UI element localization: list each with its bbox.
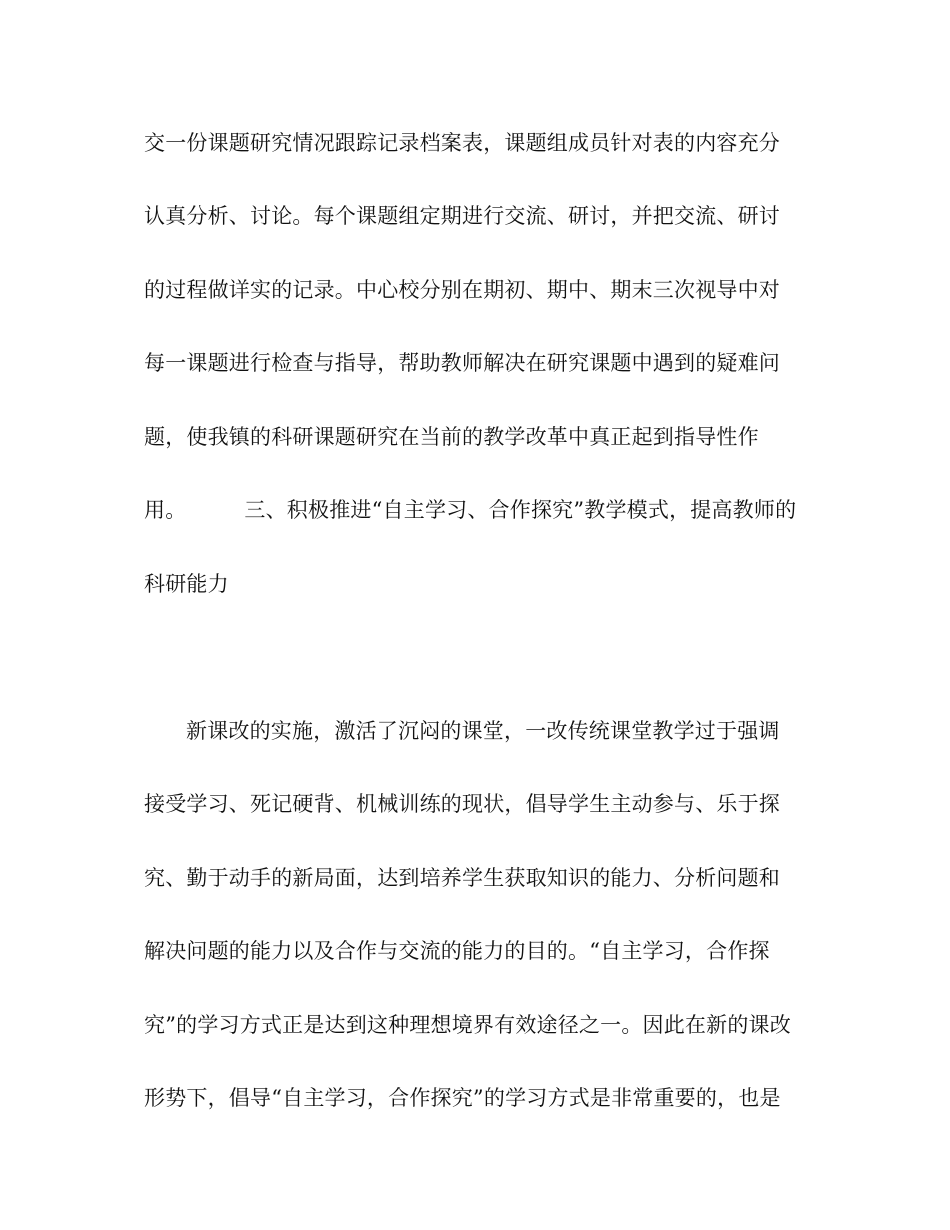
paragraph-line: 题，使我镇的科研课题研究在当前的教学改革中真正起到指导性作 xyxy=(144,425,759,449)
section-heading-continuation: 科研能力 xyxy=(144,572,229,596)
section-heading: 三、积极推进“自主学习、合作探究”教学模式，提高教师的 xyxy=(244,498,797,522)
paragraph-line: 究”的学习方式正是达到这种理想境界有效途径之一。因此在新的课改 xyxy=(144,1013,791,1037)
paragraph-line: 形势下，倡导“自主学习，合作探究”的学习方式是非常重要的，也是 xyxy=(144,1086,781,1110)
paragraph-line: 交一份课题研究情况跟踪记录档案表，课题组成员针对表的内容充分 xyxy=(144,131,780,155)
paragraph-heading-line xyxy=(144,495,814,525)
paragraph-line: 究、勤于动手的新局面，达到培养学生获取知识的能力、分析问题和 xyxy=(144,866,780,890)
paragraph-line: 接受学习、死记硬背、机械训练的现状，倡导学生主动参与、乐于探 xyxy=(144,792,780,816)
paragraph-line: 认真分析、讨论。每个课题组定期进行交流、研讨，并把交流、研讨 xyxy=(144,204,780,228)
paragraph-line: 每一课题进行检查与指导，帮助教师解决在研究课题中遇到的疑难问 xyxy=(144,351,780,375)
paragraph-first-line: 新课改的实施，激活了沉闷的课堂，一改传统课堂教学过于强调 xyxy=(186,719,780,743)
paragraph-line: 解决问题的能力以及合作与交流的能力的目的。“自主学习，合作探 xyxy=(144,939,770,963)
paragraph-end-text: 用。 xyxy=(144,498,187,522)
paragraph-line: 的过程做详实的记录。中心校分别在期初、期中、期末三次视导中对 xyxy=(144,278,780,302)
